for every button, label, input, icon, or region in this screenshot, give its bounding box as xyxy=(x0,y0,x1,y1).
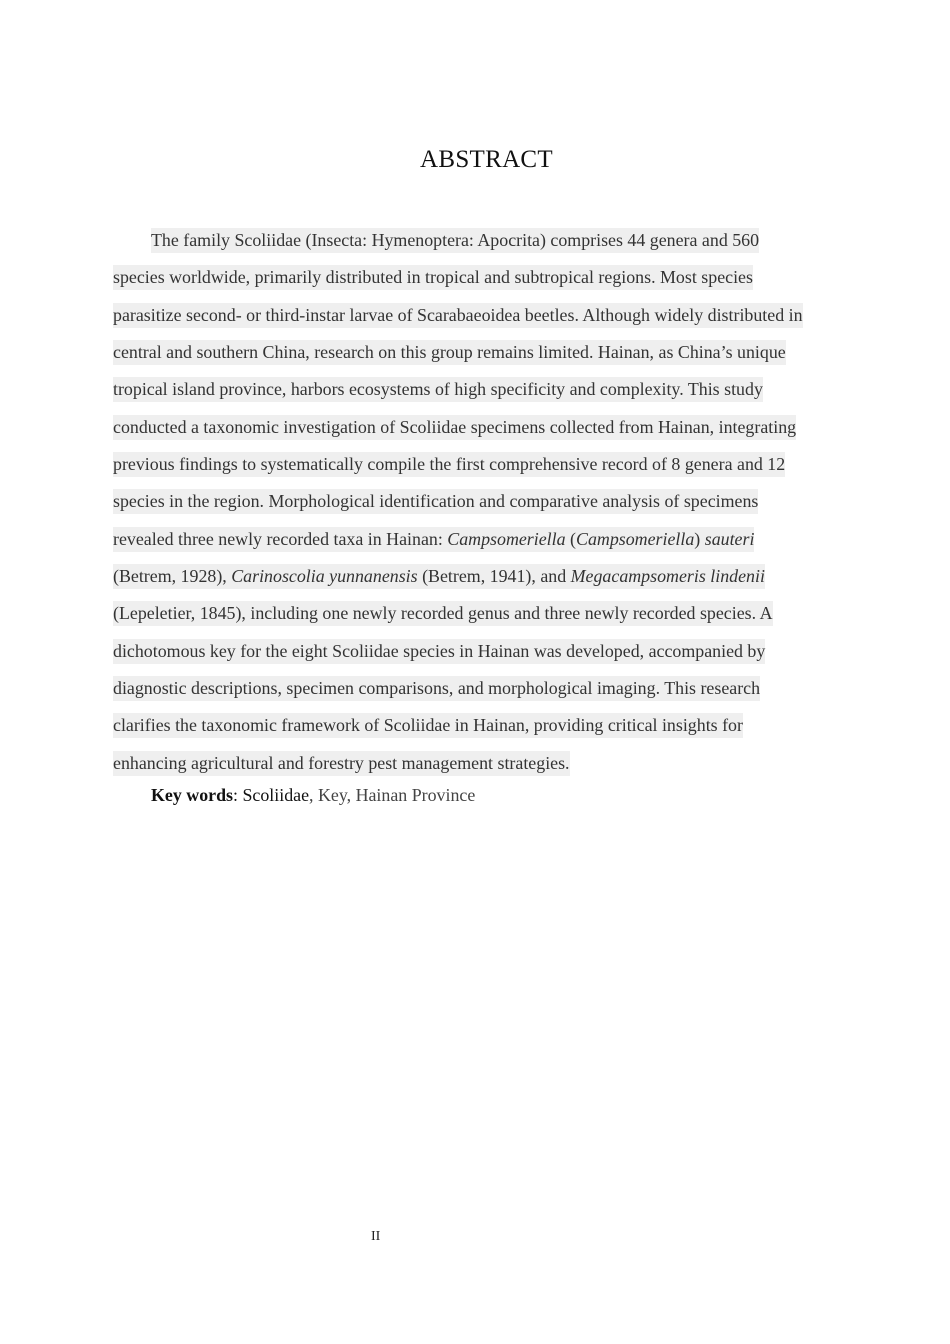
abstract-line xyxy=(113,334,859,371)
highlighted-text xyxy=(113,377,763,402)
page-number: II xyxy=(371,1229,381,1244)
highlighted-text xyxy=(113,265,753,290)
keywords-line xyxy=(151,785,475,806)
abstract-text: conducted a taxonomic investigation of Scoliidae specimens collected from Hainan, integrating xyxy=(113,416,797,437)
abstract-text: revealed three newly recorded taxa in Hainan: xyxy=(113,528,448,549)
abstract-text: (Betrem, 1928), xyxy=(113,566,232,587)
highlighted-text xyxy=(113,639,765,664)
highlighted-text xyxy=(113,415,796,440)
abstract-line xyxy=(113,521,859,558)
highlighted-text xyxy=(113,303,803,328)
abstract-body xyxy=(113,222,859,782)
abstract-line xyxy=(113,446,859,483)
abstract-text: previous findings to systematically compile the first comprehensive record of 8 genera and 12 xyxy=(113,454,786,475)
species-name: sauteri xyxy=(704,528,755,549)
abstract-text: The family Scoliidae (Insecta: Hymenoptera: Apocrita) comprises 44 genera and 560 xyxy=(151,230,760,250)
abstract-line xyxy=(113,222,859,259)
abstract-text: parasitize second- or third-instar larvae of Scarabaeoidea beetles. Although widely distributed in xyxy=(113,304,803,325)
abstract-text: clarifies the taxonomic framework of Scoliidae in Hainan, providing critical insights for xyxy=(113,715,743,736)
keywords-rest: , Key, Hainan Province xyxy=(309,785,476,805)
abstract-line xyxy=(113,483,859,520)
abstract-text: diagnostic descriptions, specimen comparisons, and morphological imaging. This research xyxy=(113,678,761,699)
highlighted-text xyxy=(113,489,758,514)
abstract-line xyxy=(113,558,859,595)
abstract-text: (Lepeletier, 1845), including one newly recorded genus and three newly recorded species. A xyxy=(113,603,773,624)
species-name: Megacampsomeris lindenii xyxy=(570,566,765,587)
highlighted-text xyxy=(113,527,754,552)
abstract-line xyxy=(113,633,859,670)
abstract-text: enhancing agricultural and forestry pest management strategies. xyxy=(113,752,570,773)
abstract-line xyxy=(113,371,859,408)
highlighted-text xyxy=(151,228,759,253)
species-name: Campsomeriella xyxy=(447,528,566,549)
species-name: Carinoscolia yunnanensis xyxy=(231,566,418,587)
page-title: ABSTRACT xyxy=(420,146,553,173)
keywords-label: Key words xyxy=(151,785,233,805)
highlighted-text xyxy=(113,751,570,776)
abstract-line xyxy=(113,409,859,446)
abstract-line xyxy=(113,670,859,707)
abstract-line xyxy=(113,595,859,632)
highlighted-text xyxy=(113,564,765,589)
abstract-line xyxy=(113,297,859,334)
highlighted-text xyxy=(113,340,786,365)
abstract-text: tropical island province, harbors ecosystems of high specificity and complexity. This study xyxy=(113,379,763,400)
abstract-text: ( xyxy=(565,528,577,549)
abstract-line xyxy=(113,745,859,782)
keyword-scoliidae: Scoliidae xyxy=(242,785,310,805)
highlighted-text xyxy=(113,601,773,626)
highlighted-text xyxy=(113,713,743,738)
abstract-text: dichotomous key for the eight Scoliidae species in Hainan was developed, accompanied by xyxy=(113,640,766,661)
highlighted-text xyxy=(113,452,785,477)
abstract-line xyxy=(113,259,859,296)
highlighted-text xyxy=(113,676,760,701)
species-name: Campsomeriella xyxy=(576,528,695,549)
abstract-text: ) xyxy=(694,528,705,549)
abstract-text: central and southern China, research on this group remains limited. Hainan, as China’s unique xyxy=(113,342,786,363)
abstract-text: species in the region. Morphological identification and comparative analysis of specimens xyxy=(113,491,759,512)
abstract-text: species worldwide, primarily distributed in tropical and subtropical regions. Most species xyxy=(113,267,753,288)
abstract-line xyxy=(113,707,859,744)
keywords-separator: : xyxy=(233,785,243,805)
abstract-text: (Betrem, 1941), and xyxy=(417,566,571,587)
